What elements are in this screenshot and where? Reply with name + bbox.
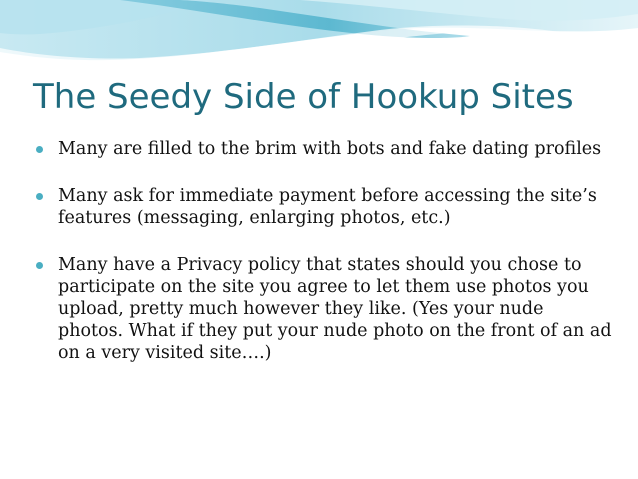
bullet-text: Many are filled to the brim with bots and fake dating profiles	[58, 139, 602, 159]
bullet-dot-icon	[36, 193, 43, 200]
bullet-item	[34, 254, 614, 364]
decorative-wave-header	[0, 0, 638, 80]
bullet-item	[34, 185, 614, 229]
bullet-text: Many have a Privacy policy that states should you chose to participate on the site you agree to let them use photos you upload, pretty much however they like. (Yes your nude photos. What if they put your nude photo on the front of an ad on a very visited site….)	[58, 255, 612, 363]
bullet-dot-icon	[36, 146, 43, 153]
bullet-list	[34, 138, 614, 364]
bullet-dot-icon	[36, 262, 43, 269]
slide-title: The Seedy Side of Hookup Sites	[33, 77, 574, 117]
bullet-item	[34, 138, 614, 160]
bullet-text: Many ask for immediate payment before accessing the site’s features (messaging, enlarging photos, etc.)	[58, 186, 597, 228]
